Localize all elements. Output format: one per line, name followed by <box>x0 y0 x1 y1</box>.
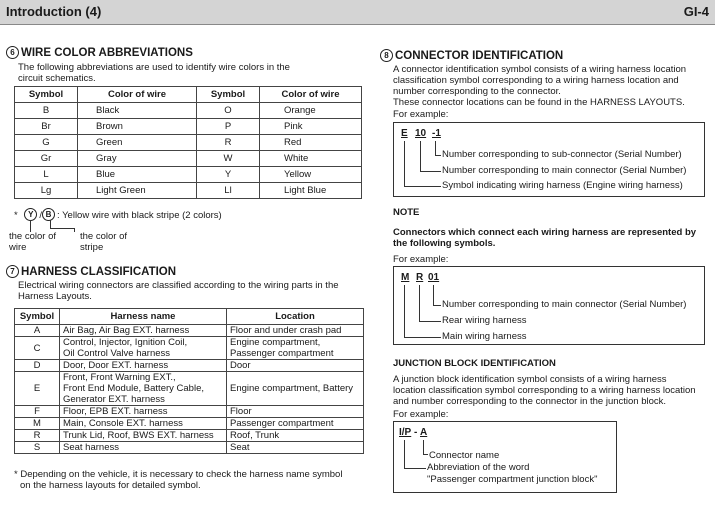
for-example-label: For example: <box>393 254 449 265</box>
table-row: E Front, Front Warning EXT., Front End Module, Battery Cable, Generator EXT. harness Engine compartment, Battery <box>15 372 364 406</box>
page-header <box>0 0 715 25</box>
junction-description: A junction block identification symbol consists of a wiring harness location classification symbol corresponding to a wiring harness location and number corresponding to the connector in the junction block. <box>393 374 696 407</box>
for-example-label: For example: <box>393 109 449 120</box>
table-row: Br Brown P Pink <box>15 119 362 135</box>
page-title: Introduction (4) <box>6 4 102 19</box>
junction-title: JUNCTION BLOCK IDENTIFICATION <box>393 358 556 369</box>
page-number: GI-4 <box>683 4 709 19</box>
wire-description: The following abbreviations are used to identify wire colors in the circuit schematics. <box>18 62 290 84</box>
harness-section-title: 7 HARNESS CLASSIFICATION <box>6 265 176 278</box>
note-example-box: M R 01 Number corresponding to main connector (Serial Number) Rear wiring harness Main wiring harness <box>393 266 705 345</box>
table-row: S Seat harness Seat <box>15 442 364 454</box>
wire-example: * Y / B : Yellow wire with black stripe (2 colors) <box>14 210 222 221</box>
note-bold-text: Connectors which connect each wiring harness are represented by the following symbols. <box>393 227 697 249</box>
circled-b: B <box>42 208 55 221</box>
table-row: B Black O Orange <box>15 103 362 119</box>
table-row: Lg Light Green Ll Light Blue <box>15 183 362 199</box>
harness-footnote: * Depending on the vehicle, it is necessary to check the harness name symbol on the harness layouts for detailed symbol. <box>14 469 343 491</box>
table-row: M Main, Console EXT. harness Passenger compartment <box>15 418 364 430</box>
table-row: R Trunk Lid, Roof, BWS EXT. harness Roof, Trunk <box>15 430 364 442</box>
harness-table: Symbol Harness name Location A Air Bag, Air Bag EXT. harness Floor and under crash pad C Control, Injector, Ignition Coil, Oil Control Valve harness Engine compartment, Passenger compartment D Door, Door EXT. harness Door E Front, Front Warning EXT., Front End Module, Battery Cable, Generator EXT. harness Engine compartment, Battery F Floor, EPB EXT. harness Floor M Main, Console EXT. harness Passenger compartment R Trunk Lid, Roof, BWS EXT. harness Roof, Trunk S Seat harness Seat <box>14 308 364 454</box>
table-row: F Floor, EPB EXT. harness Floor <box>15 406 364 418</box>
junction-example-box: I/P - A Connector name Abbreviation of the word "Passenger compartment junction block" <box>393 421 617 493</box>
section-number-6: 6 <box>6 46 19 59</box>
table-row: G Green R Red <box>15 135 362 151</box>
circled-y: Y <box>24 208 37 221</box>
connector-section-title: 8 CONNECTOR IDENTIFICATION <box>380 49 563 62</box>
note-wire-color: the color of wire <box>9 231 56 253</box>
table-row: A Air Bag, Air Bag EXT. harness Floor and under crash pad <box>15 325 364 337</box>
harness-description: Electrical wiring connectors are classified according to the wiring parts in the Harness Layouts. <box>18 280 339 302</box>
table-row: Gr Gray W White <box>15 151 362 167</box>
connector-example-box: E 10 -1 Number corresponding to sub-connector (Serial Number) Number corresponding to main connector (Serial Number) Symbol indicating wiring harness (Engine wiring harness) <box>393 122 705 197</box>
table-row: D Door, Door EXT. harness Door <box>15 360 364 372</box>
wire-section-title: 6 WIRE COLOR ABBREVIATIONS <box>6 46 193 59</box>
section-number-8: 8 <box>380 49 393 62</box>
section-number-7: 7 <box>6 265 19 278</box>
for-example-label: For example: <box>393 409 449 420</box>
wire-color-table: Symbol Color of wire Symbol Color of wire B Black O Orange Br Brown P Pink G Green R Red Gr Gray W White L Blue Y Yellow Lg Light Green Ll Light Blue <box>14 86 362 199</box>
note-title: NOTE <box>393 207 420 218</box>
connector-description: A connector identification symbol consists of a wiring harness location classification symbol corresponding to a wiring harness location and number corresponding to the connector. These connector locations can be found in the HARNESS LAYOUTS. <box>393 64 687 108</box>
table-row: L Blue Y Yellow <box>15 167 362 183</box>
note-stripe-color: the color of stripe <box>80 231 127 253</box>
table-row: C Control, Injector, Ignition Coil, Oil Control Valve harness Engine compartment, Passenger compartment <box>15 337 364 360</box>
